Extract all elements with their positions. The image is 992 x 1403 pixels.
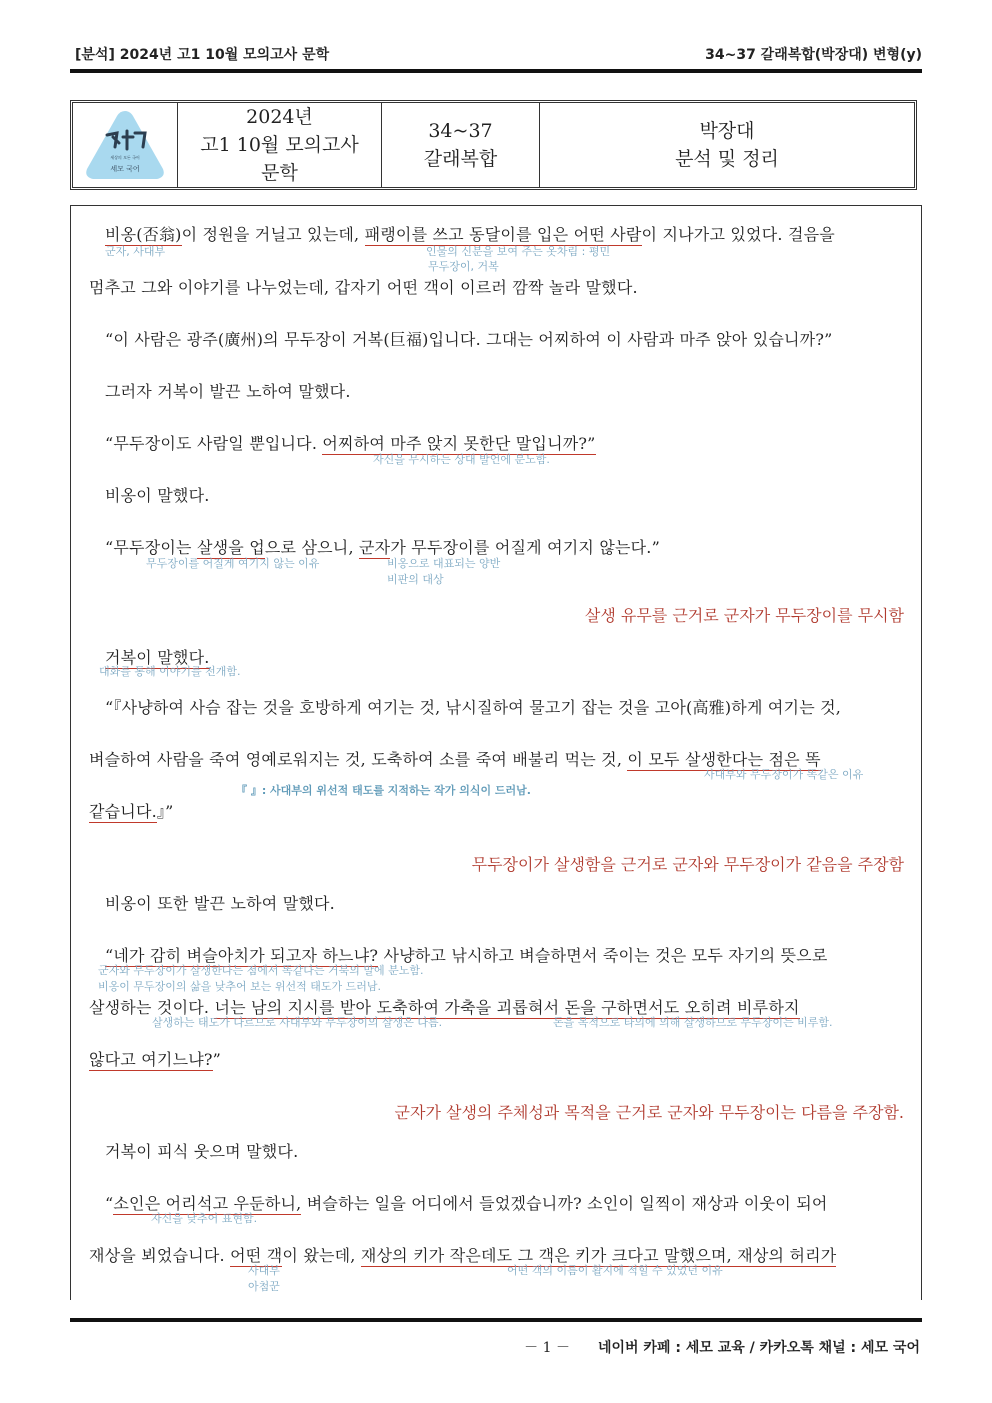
underlined-phrase: 거복이 말했다. (105, 648, 210, 667)
text-run: “무두장이도 사람일 뿐입니다. (105, 434, 323, 453)
passage-line-6: 비옹이 말했다. (105, 486, 210, 505)
note-15: 자신을 낮추어 표현함. (151, 1212, 258, 1225)
summary-3: 군자가 살생의 주체성과 목적을 근거로 군자와 무두장이는 다름을 주장함. (394, 1103, 904, 1122)
passage-line-2: 멈추고 그와 이야기를 나누었는데, 갑자기 어떤 객이 이르러 깜짝 놀라 말했다. (89, 278, 638, 297)
text-run: 사냥하고 낚시하고 벼슬하면서 죽이는 것은 모두 자기의 뜻으로 (378, 946, 828, 965)
underlined-phrase: 같습니다. (89, 802, 157, 821)
header-right: 34~37 갈래복합(박장대) 변형(y) (705, 47, 922, 63)
page-number: － 1 － (524, 1340, 570, 1356)
passage-line-14 (89, 995, 800, 1018)
exam-line1: 2024년 (246, 106, 313, 128)
exam-cell (178, 103, 382, 187)
text-run: 으로 삼으니, (264, 538, 360, 557)
underlined-phrase: 않다고 여기느냐? (89, 1050, 213, 1069)
text-run: 재상을 뵈었습니다. (89, 1246, 231, 1265)
exam-line3: 문학 (261, 162, 298, 184)
passage-line-11 (89, 799, 174, 822)
underlined-phrase: 이 모두 살생한다는 점은 똑 (627, 750, 821, 769)
text-run: ” (212, 1050, 222, 1069)
num-line1: 34~37 (428, 120, 493, 142)
note-10: 『 』: 사대부의 위선적 태도를 지적하는 작가 의식이 드러남. (236, 784, 531, 797)
passage-line-16: 거복이 피식 웃으며 말했다. (105, 1142, 299, 1161)
passage-line-4: 그러자 거복이 발끈 노하여 말했다. (105, 382, 351, 401)
text-run: 살생하는 것이다. (89, 998, 215, 1017)
semo-logo-icon (83, 107, 167, 183)
exam-line2: 고1 10월 모의고사 (200, 134, 359, 156)
text-run: 벼슬하여 사람을 죽여 영예로워지는 것, 도축하여 소를 죽여 배불리 먹는 것, (89, 750, 628, 769)
underlined-phrase: 소인은 어리석고 우둔하니, (113, 1194, 302, 1213)
note-8: 대화를 통해 이야기를 전개함. (99, 665, 241, 678)
note-6: 비옹으로 대표되는 양반 (387, 557, 501, 570)
header-rule (70, 69, 922, 73)
passage-line-10 (89, 747, 821, 770)
note-14: 돈을 목적으로 타의에 의해 살생하므로 무두장이는 비루함. (553, 1016, 833, 1029)
note-13: 살생하는 태도가 다르므로 사대부와 무두장이의 살생은 다름. (152, 1016, 443, 1029)
underlined-phrase: 가축을 괴롭혀서 돈을 구하면서도 오히려 비루하지 (444, 998, 800, 1017)
note-11: 군자와 무두장이가 살생한다는 점에서 똑같다는 거북의 말에 분노함. (98, 964, 424, 977)
underlined-phrase: “네가 감히 벼슬아치가 되고자 하느냐? (105, 946, 379, 965)
note-12: 비옹이 무두장이의 삶을 낮추어 보는 위선적 태도가 드러남. (98, 980, 381, 993)
underlined-phrase: 너는 남의 지시를 받아 도축하여 (214, 998, 445, 1017)
passage-line-7 (105, 535, 660, 558)
note-16: 사대부 (248, 1264, 280, 1277)
summary-1: 살생 유무를 근거로 군자가 무두장이를 무시함 (584, 606, 904, 625)
underlined-phrase: 패랭이를 쓰고 동달이를 입은 어떤 사람 (364, 225, 642, 244)
note-17: 아첨꾼 (248, 1280, 280, 1293)
text-run: 가 무두장이를 어질게 여기지 않는다.” (390, 538, 660, 557)
number-cell (382, 103, 540, 187)
summary-2: 무두장이가 살생함을 근거로 군자와 무두장이가 같음을 주장함 (471, 855, 904, 874)
footer (524, 1337, 920, 1357)
title-cell (540, 103, 914, 187)
passage-line-12: 비옹이 또한 발끈 노하여 말했다. (105, 894, 335, 913)
note-5: 무두장이를 어질게 여기지 않는 이유 (146, 557, 320, 570)
text-run: “ (105, 1194, 114, 1213)
title-table (70, 100, 917, 190)
text-run: 이 왔는데, (282, 1246, 361, 1265)
title-line1: 박장대 (699, 120, 755, 142)
underlined-phrase: 살생을 업 (196, 538, 265, 557)
underlined-phrase: 재상의 키가 작은데도 그 객은 키가 크다고 말했으며, 재상의 허리가 (360, 1246, 837, 1265)
note-7: 비판의 대상 (387, 573, 444, 586)
header-left: [분석] 2024년 고1 10월 모의고사 문학 (75, 47, 330, 63)
num-line2: 갈래복합 (423, 148, 498, 170)
logo-text: 세모 국어 (110, 165, 140, 173)
note-1: 군자, 사대부 (105, 245, 166, 258)
note-4: 자신을 무시하는 상대 발언에 분노함. (373, 453, 550, 466)
passage-line-9: “『사냥하여 사슴 잡는 것을 호방하게 여기는 것, 낚시질하여 물고기 잡는 것을 고아(高雅)하게 여기는 것, (105, 698, 842, 717)
text-run: 이 정원을 거닐고 있는데, (181, 225, 365, 244)
passage-line-5 (105, 431, 596, 454)
note-3: 무두장이, 거복 (428, 260, 499, 273)
footer-channel: 네이버 카페 : 세모 교육 / 카카오톡 채널 : 세모 국어 (597, 1340, 920, 1356)
text-run: 』” (156, 802, 174, 821)
passage-line-15 (89, 1047, 221, 1070)
note-18: 어떤 객의 이름이 활지에 적힐 수 있었던 이유 (507, 1264, 723, 1277)
text-run: 벼슬하는 일을 어디에서 들었겠습니까? 소인이 일찍이 재상과 이웃이 되어 (301, 1194, 828, 1213)
logo-subtext: 세상의 모든 국어 (110, 155, 140, 160)
note-9: 사대부와 무두장이가 똑같은 이유 (704, 768, 864, 781)
passage-line-17 (105, 1191, 828, 1214)
underlined-phrase: 어떤 객 (230, 1246, 283, 1265)
text-run: 이 지나가고 있었다. 걸음을 (641, 225, 835, 244)
passage-line-18 (89, 1243, 836, 1266)
passage-line-13 (105, 943, 828, 966)
underlined-phrase: 군자 (359, 538, 391, 557)
underlined-phrase: 어찌하여 마주 앉지 못한단 말입니까?” (322, 434, 596, 453)
underlined-phrase: 비옹(否翁) (105, 225, 182, 244)
logo-cell (73, 103, 178, 187)
passage-line-1 (105, 222, 835, 245)
note-2: 인물의 신분을 보여 주는 옷차림 : 평민 (426, 245, 611, 258)
passage-line-3: “이 사람은 광주(廣州)의 무두장이 거복(巨福)입니다. 그대는 어찌하여 이 사람과 마주 앉아 있습니까?” (105, 330, 833, 349)
text-run: “무두장이는 (105, 538, 197, 557)
title-line2: 분석 및 정리 (675, 148, 779, 170)
footer-rule (70, 1318, 922, 1322)
